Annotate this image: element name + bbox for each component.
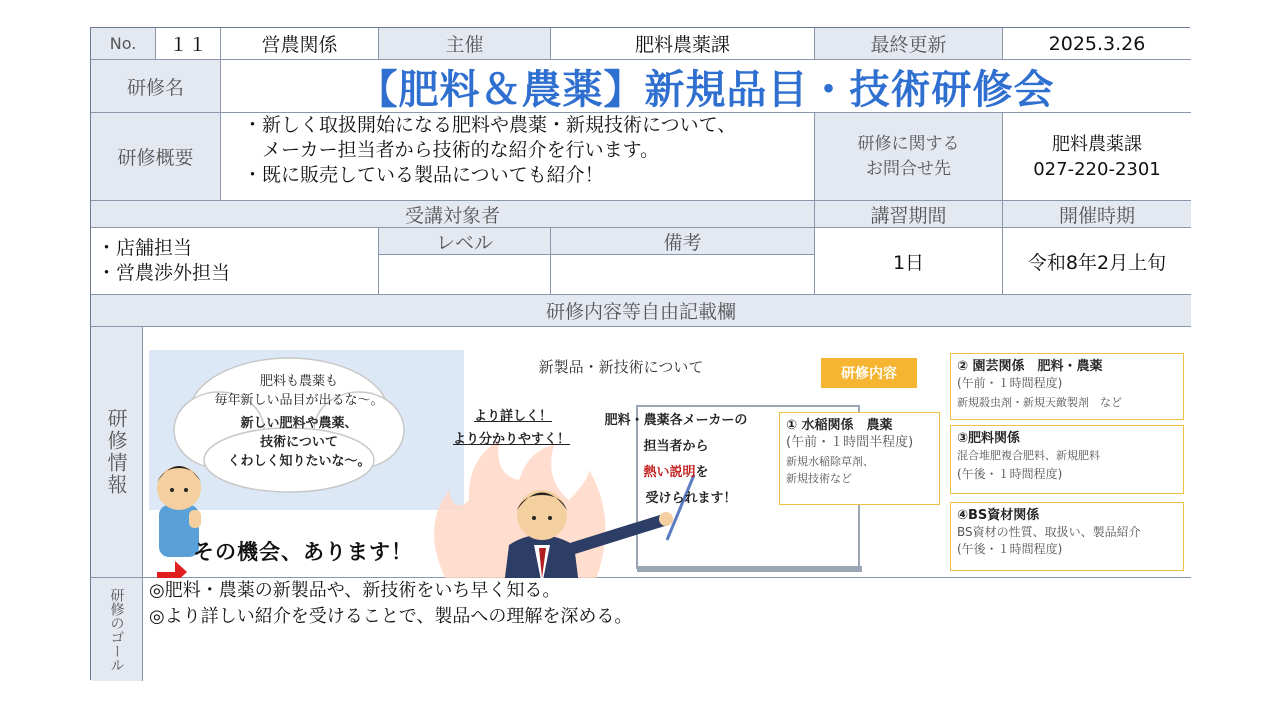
- bubble-text: [214, 372, 384, 471]
- goal-line-1: ◎肥料・農薬の新製品や、新技術をいち早く知る。: [149, 580, 561, 601]
- notes-header: 備考: [551, 228, 815, 255]
- contact-phone: 027-220-2301: [1033, 158, 1161, 180]
- item4-time: (午後・１時間程度): [957, 542, 1063, 556]
- item4-detail: BS資材の性質、取扱い、製品紹介: [957, 525, 1141, 539]
- goal-side-text: 研修のゴール: [108, 587, 125, 672]
- content-box-1: [779, 412, 940, 505]
- timing-value: 令和8年2月上旬: [1003, 228, 1191, 295]
- notes-value: [551, 255, 815, 295]
- summary-line-1: ・新しく取扱開始になる肥料や農薬・新規技術について、: [243, 114, 737, 136]
- tagline-2: より分かりやすく！: [453, 432, 571, 447]
- course-name-label: 研修名: [91, 60, 221, 113]
- goal-side-label: [91, 578, 143, 681]
- contact-value: [1003, 113, 1191, 201]
- audience-line-2: ・営農渉外担当: [97, 262, 231, 284]
- contact-name: 肥料農薬課: [1052, 133, 1142, 155]
- contact-label-line-2: お問合せ先: [866, 158, 951, 179]
- item2-time: (午前・１時間程度): [957, 376, 1063, 390]
- item1-title: ① 水稲関係 農薬: [786, 418, 893, 433]
- bubble-line-5: くわしく知りたいな～。: [227, 454, 371, 469]
- goal-line-2: ◎より詳しい紹介を受けることで、製品への理解を深める。: [149, 606, 633, 627]
- bubble-line-3: 新しい肥料や農薬、: [240, 416, 358, 431]
- item1-detail-1: 新規水稲除草剤、: [786, 455, 874, 468]
- summary-label: 研修概要: [91, 113, 221, 201]
- topic-title: 新製品・新技術について: [538, 358, 704, 376]
- sponsor-label: 主催: [379, 28, 551, 60]
- no-value: １１: [156, 28, 221, 60]
- board-line-2: 担当者から: [643, 439, 709, 454]
- timing-header: 開催時期: [1003, 201, 1191, 228]
- category: 営農関係: [221, 28, 379, 60]
- hot-explanation: 熱い説明: [643, 465, 696, 480]
- content-box-2: [950, 353, 1184, 420]
- item3-title: ③肥料関係: [957, 431, 1021, 446]
- info-side-label: [91, 327, 143, 578]
- summary-text: [221, 113, 815, 201]
- sponsor-value: 肥料農薬課: [551, 28, 815, 60]
- updated-label: 最終更新: [815, 28, 1003, 60]
- item3-time: (午後・１時間程度): [957, 467, 1063, 481]
- board-line-4: 受けられます！: [645, 491, 737, 506]
- item1-time: (午前・１時間半程度): [786, 435, 914, 450]
- tagline-1: より詳しく！: [474, 409, 553, 424]
- bubble-line-2: 毎年新しい品目が出るな～。: [214, 393, 384, 408]
- chance-text: その機会、あります！: [193, 540, 413, 564]
- item2-detail: 新規殺虫剤・新規天敵製剤 など: [957, 396, 1122, 409]
- course-title: 【肥料＆農薬】新規品目・技術研修会: [221, 60, 1191, 113]
- board-line-3-suffix: を: [695, 465, 709, 480]
- updated-value: 2025.3.26: [1003, 28, 1191, 60]
- red-arrow: [157, 561, 187, 578]
- item1-detail-2: 新規技術など: [786, 472, 852, 485]
- summary-line-3: ・既に販売している製品についても紹介！: [243, 164, 604, 186]
- bubble-line-4: 技術について: [260, 435, 338, 450]
- bubble-line-1: 肥料も農薬も: [259, 374, 338, 389]
- content-box-3: [950, 425, 1184, 494]
- audience: [91, 228, 379, 295]
- board-text: [581, 408, 771, 512]
- contact-label-line-1: 研修に関する: [857, 133, 960, 154]
- level-header: レベル: [379, 228, 551, 255]
- info-side-text: 研修情報: [104, 408, 128, 496]
- audience-line-1: ・店舗担当: [97, 237, 193, 259]
- no-label: No.: [91, 28, 156, 60]
- contact-label: [815, 113, 1003, 201]
- item3-detail: 混合堆肥複合肥料、新規肥料: [957, 449, 1100, 462]
- content-box-4: [950, 502, 1184, 571]
- item2-title: ② 園芸関係 肥料・農薬: [957, 359, 1103, 374]
- free-header: 研修内容等自由記載欄: [91, 295, 1191, 327]
- level-value: [379, 255, 551, 295]
- item4-title: ④BS資材関係: [957, 508, 1040, 523]
- contents-badge: 研修内容: [821, 358, 917, 388]
- goals: [143, 578, 1191, 681]
- board-line-3: [581, 460, 771, 486]
- period-value: 1日: [815, 228, 1003, 295]
- target-header: 受講対象者: [91, 201, 815, 228]
- period-header: 講習期間: [815, 201, 1003, 228]
- training-sheet: [90, 27, 1190, 680]
- board-line-1: 肥料・農薬各メーカーの: [604, 413, 748, 428]
- summary-line-2: メーカー担当者から技術的な紹介を行います。: [243, 139, 660, 161]
